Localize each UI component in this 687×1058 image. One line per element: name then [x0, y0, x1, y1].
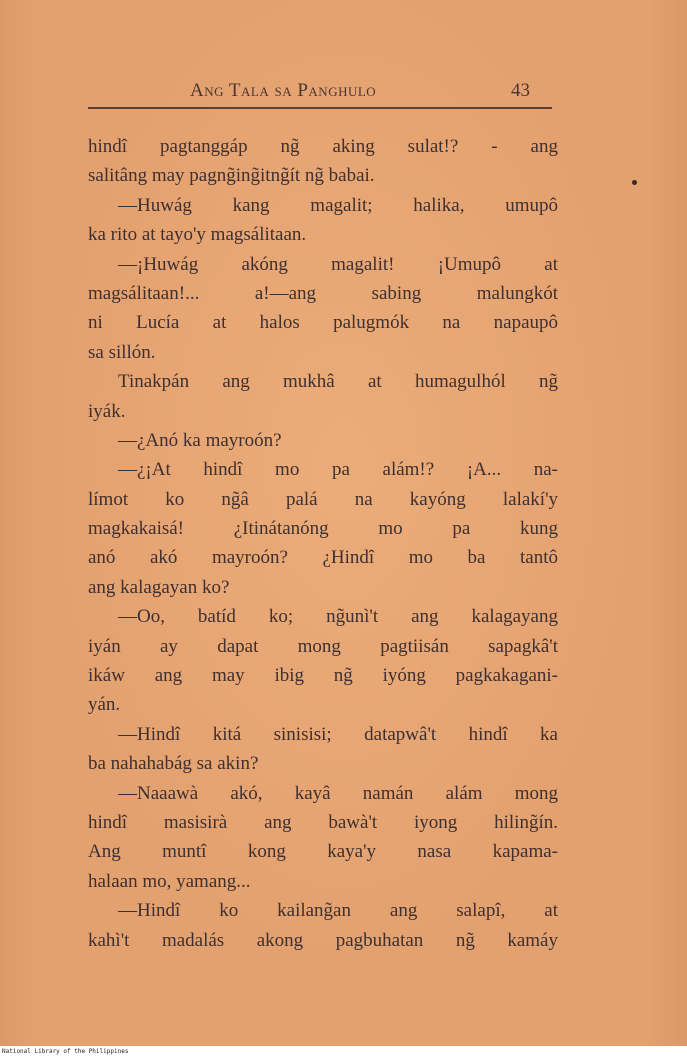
- text-line: salitâng may pagng̃ing̃itng̃ít ng̃ babai.: [88, 165, 375, 187]
- text-line: —¿¡At hindî mo pa alám!? ¡A... na-: [118, 459, 558, 481]
- text-line: —¡Huwág akóng magalit! ¡Umupô at: [118, 253, 558, 275]
- text-line: iyák.: [88, 400, 126, 422]
- text-line: —¿Anó ka mayroón?: [118, 429, 282, 451]
- text-line: ka rito at tayo'y magsálitaan.: [88, 224, 307, 246]
- text-line: ni Lucía at halos palugmók na napaupô: [88, 312, 558, 334]
- text-line: Ang muntî kong kaya'y nasa kapama-: [88, 841, 558, 863]
- text-line: —Hindî ko kailang̃an ang salapî, at: [118, 900, 558, 922]
- header-rule: [88, 107, 552, 109]
- text-line: —Naaawà akó, kayâ namán alám mong: [118, 782, 558, 804]
- text-line: halaan mo, yamang...: [88, 870, 251, 892]
- text-line: ba nahahabág sa akin?: [88, 753, 259, 775]
- text-line: sa sillón.: [88, 341, 156, 363]
- text-line: hindî masisirà ang bawà't iyong hiling̃ín.: [88, 811, 558, 833]
- ink-speck: [632, 180, 637, 185]
- text-line: iyán ay dapat mong pagtiisán sapagkâ't: [88, 635, 558, 657]
- text-line: anó akó mayroón? ¿Hindî mo ba tantô: [88, 547, 558, 569]
- text-line: kahì't madalás akong pagbuhatan ng̃ kamáy: [88, 929, 558, 951]
- text-line: ang kalagayan ko?: [88, 576, 230, 598]
- text-line: —Oo, batíd ko; ng̃unì't ang kalagayang: [118, 606, 558, 628]
- text-line: ikáw ang may ibig ng̃ iyóng pagkakagani-: [88, 665, 558, 687]
- text-line: —Huwág kang magalit; halika, umupô: [118, 194, 558, 216]
- running-title: Ang Tala sa Panghulo: [190, 80, 377, 101]
- text-line: —Hindî kitá sinisisi; datapwâ't hindî ka: [118, 723, 558, 745]
- library-credit: National Library of the Philippines: [2, 1048, 129, 1055]
- page-number: 43: [511, 80, 530, 101]
- text-line: magkakaisá! ¿Itinátanóng mo pa kung: [88, 518, 558, 540]
- text-line: yán.: [88, 694, 121, 716]
- text-line: hindî pagtanggáp ng̃ aking sulat!? - ang: [88, 136, 558, 157]
- text-line: magsálitaan!... a!—ang sabing malungkót: [88, 282, 558, 304]
- running-header: [88, 80, 552, 108]
- text-line: Tinakpán ang mukhâ at humagulhól ng̃: [118, 371, 558, 393]
- body-text: [88, 132, 558, 955]
- text-line: límot ko ng̃â palá na kayóng lalakí'y: [88, 488, 558, 510]
